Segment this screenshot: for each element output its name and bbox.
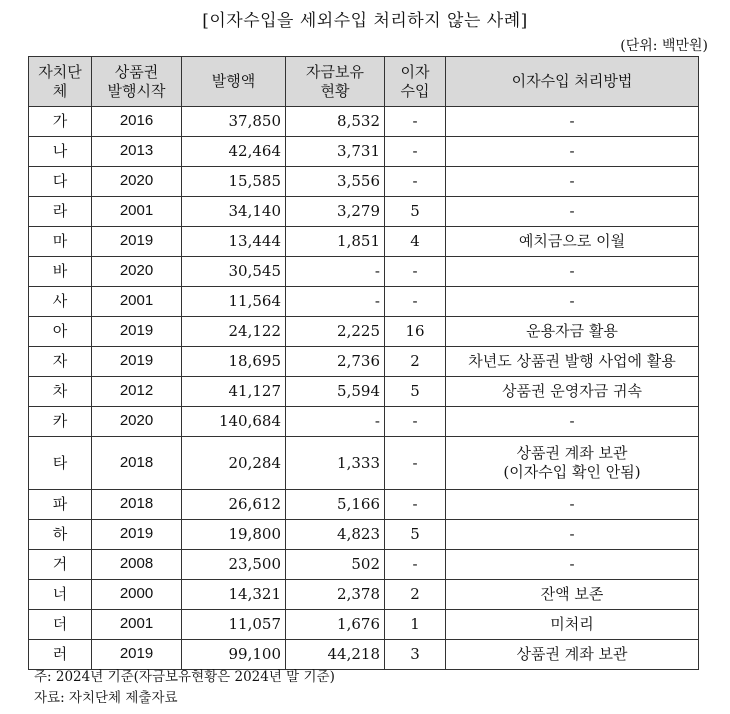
- cell-year: 2019: [92, 520, 182, 550]
- header-fund-line2: 현황: [320, 81, 350, 100]
- table-row: [29, 407, 699, 437]
- cell-year: 2018: [92, 437, 182, 490]
- cell-method-line2: (이자수입 확인 안됨): [503, 463, 641, 481]
- header-name: 자치단체: [29, 57, 92, 107]
- cell-interest: 4: [385, 227, 446, 257]
- cell-fund: -: [286, 287, 385, 317]
- cell-name: 더: [29, 610, 92, 640]
- cell-method: -: [446, 197, 699, 227]
- cell-name: 너: [29, 580, 92, 610]
- table-row: [29, 550, 699, 580]
- cell-year: 2019: [92, 347, 182, 377]
- table-row: [29, 107, 699, 137]
- cell-issued: 34,140: [182, 197, 286, 227]
- cell-fund: 8,532: [286, 107, 385, 137]
- cell-year: 2000: [92, 580, 182, 610]
- cell-fund: 3,731: [286, 137, 385, 167]
- cell-fund: 2,736: [286, 347, 385, 377]
- cell-fund: 1,676: [286, 610, 385, 640]
- table-row: [29, 437, 699, 490]
- cell-year: 2008: [92, 550, 182, 580]
- cell-interest: -: [385, 167, 446, 197]
- cell-interest: -: [385, 287, 446, 317]
- cell-name: 나: [29, 137, 92, 167]
- cell-issued: 99,100: [182, 640, 286, 670]
- table-row: [29, 137, 699, 167]
- cell-issued: 20,284: [182, 437, 286, 490]
- cell-method: 미처리: [446, 610, 699, 640]
- cell-method: 잔액 보존: [446, 580, 699, 610]
- table-row: [29, 197, 699, 227]
- cell-interest: 5: [385, 377, 446, 407]
- cell-interest: -: [385, 257, 446, 287]
- cell-fund: 5,166: [286, 490, 385, 520]
- header-fund: [286, 57, 385, 107]
- cell-year: 2020: [92, 407, 182, 437]
- table-row: [29, 287, 699, 317]
- cell-method: -: [446, 550, 699, 580]
- cell-fund: 5,594: [286, 377, 385, 407]
- cell-fund: 2,225: [286, 317, 385, 347]
- data-table: [28, 56, 699, 670]
- cell-fund: 1,851: [286, 227, 385, 257]
- cell-fund: 3,556: [286, 167, 385, 197]
- cell-name: 거: [29, 550, 92, 580]
- cell-interest: 16: [385, 317, 446, 347]
- cell-issued: 140,684: [182, 407, 286, 437]
- header-issued: 발행액: [182, 57, 286, 107]
- cell-method: 차년도 상품권 발행 사업에 활용: [446, 347, 699, 377]
- cell-method: -: [446, 287, 699, 317]
- cell-year: 2016: [92, 107, 182, 137]
- table-row: [29, 640, 699, 670]
- page-title: [이자수입을 세외수입 처리하지 않는 사례]: [202, 11, 528, 31]
- header-fund-line1: 자금보유: [306, 62, 364, 81]
- cell-interest: 5: [385, 520, 446, 550]
- cell-year: 2019: [92, 227, 182, 257]
- cell-issued: 23,500: [182, 550, 286, 580]
- table-body: [29, 107, 699, 670]
- header-row: [29, 57, 699, 107]
- cell-fund: 1,333: [286, 437, 385, 490]
- cell-method-line1: 상품권 계좌 보관: [516, 444, 628, 463]
- cell-method: [446, 437, 699, 490]
- cell-year: 2018: [92, 490, 182, 520]
- cell-year: 2019: [92, 640, 182, 670]
- cell-name: 가: [29, 107, 92, 137]
- cell-year: 2020: [92, 257, 182, 287]
- cell-year: 2012: [92, 377, 182, 407]
- cell-interest: -: [385, 407, 446, 437]
- unit-label: (단위: 백만원): [620, 38, 708, 54]
- cell-issued: 37,850: [182, 107, 286, 137]
- table-row: [29, 377, 699, 407]
- cell-interest: -: [385, 550, 446, 580]
- cell-issued: 15,585: [182, 167, 286, 197]
- header-interest-line1: 이자: [400, 62, 430, 81]
- table-row: [29, 490, 699, 520]
- cell-name: 라: [29, 197, 92, 227]
- cell-interest: -: [385, 490, 446, 520]
- cell-issued: 18,695: [182, 347, 286, 377]
- cell-year: 2001: [92, 610, 182, 640]
- cell-method: -: [446, 137, 699, 167]
- cell-name: 마: [29, 227, 92, 257]
- cell-issued: 11,564: [182, 287, 286, 317]
- header-interest: [385, 57, 446, 107]
- cell-name: 타: [29, 437, 92, 490]
- header-year-line1: 상품권: [114, 62, 159, 81]
- cell-name: 파: [29, 490, 92, 520]
- cell-interest: -: [385, 137, 446, 167]
- cell-method: -: [446, 520, 699, 550]
- cell-interest: 1: [385, 610, 446, 640]
- cell-fund: 3,279: [286, 197, 385, 227]
- note-text: 주: 2024년 기준(자금보유현황은 2024년 말 기준): [34, 669, 335, 685]
- cell-method: 운용자금 활용: [446, 317, 699, 347]
- header-year: [92, 57, 182, 107]
- cell-name: 카: [29, 407, 92, 437]
- table-row: [29, 520, 699, 550]
- source-text: 자료: 자치단체 제출자료: [34, 690, 178, 706]
- cell-issued: 41,127: [182, 377, 286, 407]
- cell-fund: -: [286, 407, 385, 437]
- cell-issued: 11,057: [182, 610, 286, 640]
- table-row: [29, 167, 699, 197]
- cell-fund: 44,218: [286, 640, 385, 670]
- cell-year: 2001: [92, 197, 182, 227]
- cell-interest: 5: [385, 197, 446, 227]
- cell-method: -: [446, 490, 699, 520]
- cell-issued: 42,464: [182, 137, 286, 167]
- cell-fund: -: [286, 257, 385, 287]
- cell-fund: 2,378: [286, 580, 385, 610]
- cell-issued: 14,321: [182, 580, 286, 610]
- cell-issued: 26,612: [182, 490, 286, 520]
- notes: [34, 667, 335, 709]
- cell-interest: 3: [385, 640, 446, 670]
- cell-year: 2001: [92, 287, 182, 317]
- cell-name: 차: [29, 377, 92, 407]
- table-row: [29, 610, 699, 640]
- table-row: [29, 317, 699, 347]
- header-year-line2: 발행시작: [107, 81, 166, 100]
- table-header: [29, 57, 699, 107]
- cell-issued: 13,444: [182, 227, 286, 257]
- cell-method: -: [446, 407, 699, 437]
- cell-method: 상품권 운영자금 귀속: [446, 377, 699, 407]
- cell-issued: 30,545: [182, 257, 286, 287]
- cell-name: 다: [29, 167, 92, 197]
- cell-year: 2013: [92, 137, 182, 167]
- cell-method: 예치금으로 이월: [446, 227, 699, 257]
- cell-name: 하: [29, 520, 92, 550]
- cell-issued: 19,800: [182, 520, 286, 550]
- cell-fund: 4,823: [286, 520, 385, 550]
- cell-interest: -: [385, 107, 446, 137]
- cell-method: 상품권 계좌 보관: [446, 640, 699, 670]
- cell-name: 아: [29, 317, 92, 347]
- table-row: [29, 227, 699, 257]
- cell-method: -: [446, 107, 699, 137]
- cell-interest: -: [385, 437, 446, 490]
- cell-name: 자: [29, 347, 92, 377]
- cell-year: 2019: [92, 317, 182, 347]
- table-row: [29, 347, 699, 377]
- cell-method: -: [446, 257, 699, 287]
- cell-fund: 502: [286, 550, 385, 580]
- table-row: [29, 257, 699, 287]
- cell-name: 러: [29, 640, 92, 670]
- header-method: 이자수입 처리방법: [446, 57, 699, 107]
- header-interest-line2: 수입: [400, 81, 430, 100]
- cell-issued: 24,122: [182, 317, 286, 347]
- cell-name: 사: [29, 287, 92, 317]
- cell-method: -: [446, 167, 699, 197]
- cell-interest: 2: [385, 580, 446, 610]
- table-row: [29, 580, 699, 610]
- cell-name: 바: [29, 257, 92, 287]
- cell-year: 2020: [92, 167, 182, 197]
- cell-interest: 2: [385, 347, 446, 377]
